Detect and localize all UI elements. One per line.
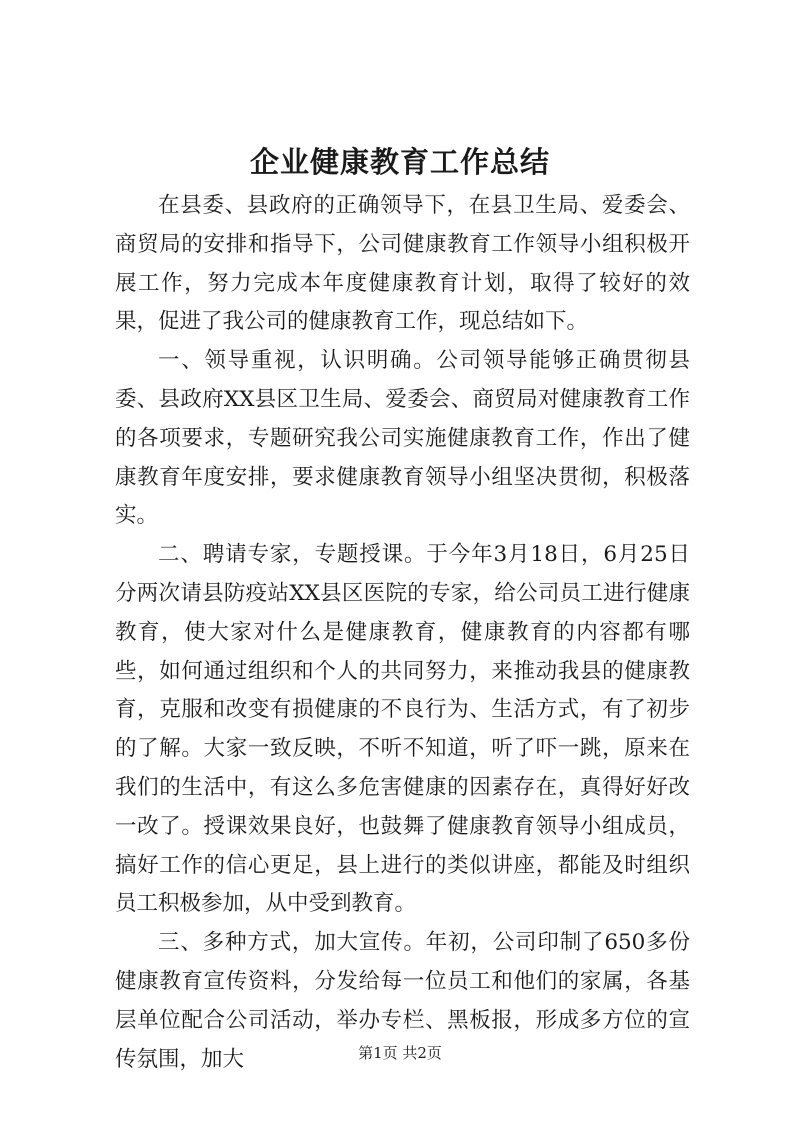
- paragraph-section-2: 二、聘请专家，专题授课。于今年3月18日，6月25日分两次请县防疫站XX县区医院的专家，给公司员工进行健康教育，使大家对什么是健康教育，健康教育的内容都有哪些，如何通过组织和个人的共同努力，来推动我县的健康教育，克服和改变有损健康的不良行为、生活方式，有了初步的了解。大家一致反映，不听不知道，听了吓一跳，原来在我们的生活中，有这么多危害健康的因素存在，真得好好改一改了。授课效果良好，也鼓舞了健康教育领导小组成员，搞好工作的信心更足，县上进行的类似讲座，都能及时组织员工积极参加，从中受到教育。: [115, 542, 690, 917]
- paragraph-section-3: 三、多种方式，加大宣传。年初，公司印制了650多份健康教育宣传资料，分发给每一位员工和他们的家属，各基层单位配合公司活动，举办专栏、黑板报，形成多方位的宣传氛围，加大: [115, 930, 690, 1072]
- paragraph-intro: 在县委、县政府的正确领导下，在县卫生局、爱委会、商贸局的安排和指导下，公司健康教育工作领导小组积极开展工作，努力完成本年度健康教育计划，取得了较好的效果，促进了我公司的健康教育工作，现总结如下。: [115, 193, 690, 335]
- document-title: 企业健康教育工作总结: [249, 145, 550, 179]
- paragraph-section-1: 一、领导重视，认识明确。公司领导能够正确贯彻县委、县政府XX县区卫生局、爱委会、商贸局对健康教育工作的各项要求，专题研究我公司实施健康教育工作，作出了健康教育年度安排，要求健康教育领导小组坚决贯彻，积极落实。: [115, 348, 690, 529]
- document-body: [115, 187, 690, 1079]
- page-footer: 第1页 共2页: [358, 1044, 442, 1062]
